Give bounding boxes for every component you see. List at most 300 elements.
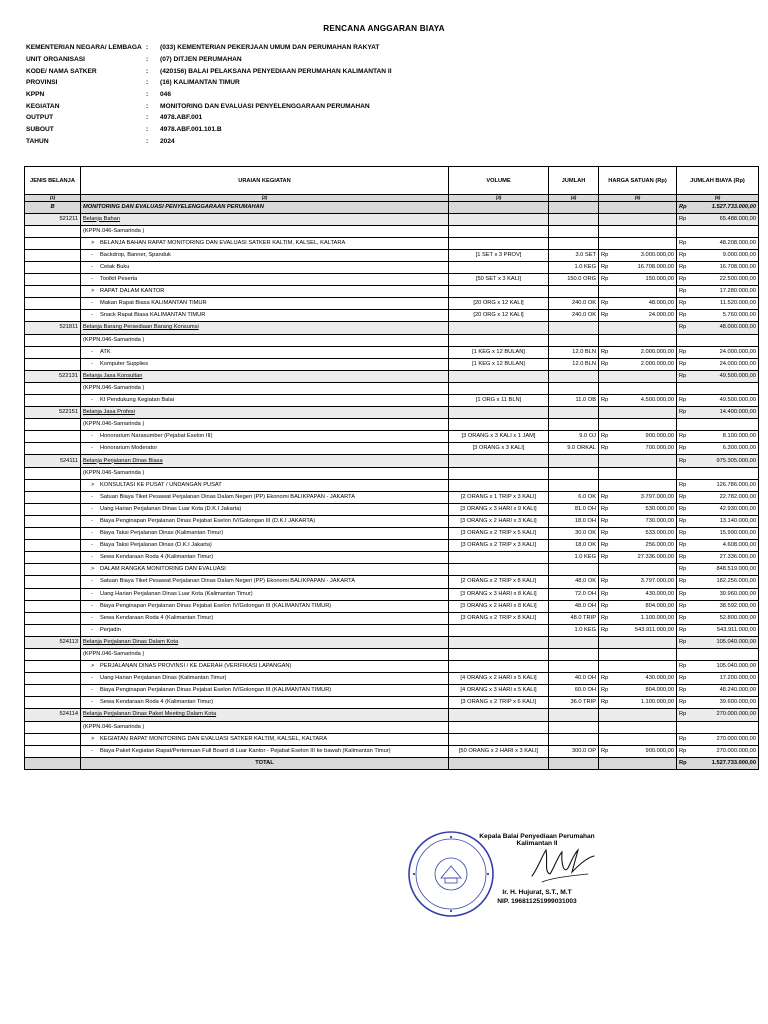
cell-quantity (549, 733, 599, 745)
row-marker: - (91, 493, 93, 500)
currency-label: Rp (679, 215, 687, 222)
cell-quantity (549, 721, 599, 733)
signature-block (452, 833, 622, 905)
row-description: ATK (100, 348, 111, 355)
total-cost-value: 270.000.000,00 (716, 747, 756, 754)
cell-volume: [4 ORANG x 3 HARI x 5 KALI] (449, 685, 549, 697)
row-description: Belanja Jasa Profesi (83, 409, 135, 416)
cell-quantity (549, 370, 599, 382)
cell-total (677, 455, 759, 467)
cell-total (677, 237, 759, 249)
row-description: KONSULTASI KE PUSAT / UNDANGAN PUSAT (100, 481, 222, 488)
info-separator: : (146, 137, 149, 145)
cell-total (677, 310, 759, 322)
currency-label: Rp (601, 251, 609, 258)
cell-unit-price (599, 588, 677, 600)
currency-label: Rp (679, 590, 687, 597)
total-cost-value: 30.960.000,00 (719, 590, 756, 597)
info-label: KODE/ NAMA SATKER (26, 67, 97, 75)
row-description: Satuan Biaya Tiket Pesawat Perjalanan Dinas Dalam Negeri (PP) Ekonomi BALIKPAPAN - JAKARTA (100, 578, 355, 585)
total-cost-value: 14.400.000,00 (719, 409, 756, 416)
cell-description (81, 467, 449, 479)
currency-label: Rp (601, 626, 609, 633)
cell-quantity: 60.0 OH (549, 685, 599, 697)
table-row (25, 274, 759, 286)
info-label: PROVINSI (26, 79, 58, 87)
cell-total (677, 443, 759, 455)
cell-unit-price (599, 491, 677, 503)
currency-label: Rp (601, 687, 609, 694)
cell-unit-price (599, 334, 677, 346)
cell-code: 521211 (25, 213, 81, 225)
unit-price-value: 900.000,00 (645, 433, 674, 440)
cell-quantity (549, 455, 599, 467)
cell-description (81, 382, 449, 394)
currency-label: Rp (679, 699, 687, 706)
total-cost-value: 8.100.000,00 (722, 433, 756, 440)
cell-unit-price (599, 721, 677, 733)
cell-volume (449, 419, 549, 431)
cell-description (81, 721, 449, 733)
table-row (25, 358, 759, 370)
total-cost-value: 105.040.000,00 (716, 638, 756, 645)
unit-price-value: 16.708.000,00 (637, 264, 674, 271)
cell-code (25, 648, 81, 660)
total-cost-value: 22.782.000,00 (719, 493, 756, 500)
cell-quantity (549, 225, 599, 237)
cell-description (81, 685, 449, 697)
row-marker: - (91, 542, 93, 549)
cell-unit-price (599, 576, 677, 588)
cell-unit-price (599, 685, 677, 697)
cell-unit-price (599, 419, 677, 431)
cell-total (677, 370, 759, 382)
cell-code: 521811 (25, 322, 81, 334)
cell-volume: [3 ORANG x 3 HARI x 9 KALI] (449, 503, 549, 515)
cell-description (81, 225, 449, 237)
currency-label: Rp (679, 638, 687, 645)
row-description: Satuan Biaya Tiket Pesawat Perjalanan Dinas Dalam Negeri (PP) Ekonomi BALIKPAPAN - JAKARTA (100, 493, 355, 500)
unit-price-value: 4.500.000,00 (640, 397, 674, 404)
unit-price-value: 2.000.000,00 (640, 348, 674, 355)
col-header-volume: VOLUME (449, 167, 549, 195)
cell-quantity: 40.0 OH (549, 673, 599, 685)
cell-unit-price (599, 745, 677, 757)
cell-total (677, 346, 759, 358)
cell-unit-price (599, 661, 677, 673)
table-row (25, 600, 759, 612)
currency-label: Rp (601, 264, 609, 271)
info-separator: : (146, 102, 149, 110)
cell-volume: [3 ORANG x 2 TRIP x 8 KALI] (449, 612, 549, 624)
cell-quantity: 1.0 KEG (549, 261, 599, 273)
cell-total (677, 648, 759, 660)
cell-code: 522131 (25, 370, 81, 382)
row-description: Sewa Kendaraan Roda 4 (Kalimantan Timur) (100, 699, 214, 706)
currency-label: Rp (679, 554, 687, 561)
info-label: UNIT ORGANISASI (26, 56, 85, 64)
currency-label: Rp (601, 602, 609, 609)
row-description: Komputer Supplies (100, 360, 149, 367)
total-cost-value: 270.000.000,00 (716, 711, 756, 718)
row-marker: - (91, 626, 93, 633)
cell-description (81, 673, 449, 685)
info-value: (16) KALIMANTAN TIMUR (160, 79, 240, 87)
currency-label: Rp (601, 397, 609, 404)
signatory-position: Kepala Balai Penyediaan Perumahan (479, 833, 595, 840)
cell-quantity (549, 564, 599, 576)
cell-description (81, 709, 449, 721)
cell-description (81, 588, 449, 600)
table-row (25, 298, 759, 310)
currency-label: Rp (679, 711, 687, 718)
table-row (25, 467, 759, 479)
cell-total (677, 624, 759, 636)
info-row (26, 89, 726, 101)
cell-unit-price (599, 201, 677, 213)
cell-code (25, 346, 81, 358)
row-marker: - (91, 554, 93, 561)
currency-label: Rp (679, 397, 687, 404)
cell-volume: [3 ORANG x 3 KALI] (449, 443, 549, 455)
table-row (25, 370, 759, 382)
cell-volume (449, 213, 549, 225)
table-row (25, 213, 759, 225)
total-value: Rp 1.527.733.000,00 (677, 757, 759, 769)
unit-price-value: 27.336.000,00 (637, 554, 674, 561)
currency-label: Rp (679, 505, 687, 512)
cell-code (25, 528, 81, 540)
table-row (25, 576, 759, 588)
row-description: KI Pendukung Kegiatan Balai (100, 397, 174, 404)
row-marker: - (91, 590, 93, 597)
row-marker: > (91, 239, 95, 246)
budget-table (24, 166, 759, 770)
table-row (25, 237, 759, 249)
currency-label: Rp (679, 251, 687, 258)
cell-volume (449, 322, 549, 334)
cell-quantity (549, 213, 599, 225)
cell-code (25, 286, 81, 298)
cell-code: 524113 (25, 636, 81, 648)
cell-volume (449, 455, 549, 467)
cell-description (81, 237, 449, 249)
row-marker: - (91, 614, 93, 621)
currency-label: Rp (679, 747, 687, 754)
cell-description (81, 576, 449, 588)
row-description: Sewa Kendaraan Roda 4 (Kalimantan Timur) (100, 614, 214, 621)
table-row (25, 322, 759, 334)
cell-volume: [3 ORANG x 2 TRIP x 6 KALI] (449, 697, 549, 709)
cell-unit-price (599, 697, 677, 709)
total-cost-value: 11.520.000,00 (720, 300, 756, 307)
cell-code (25, 310, 81, 322)
cell-total (677, 528, 759, 540)
row-description: Biaya Penginapan Perjalanan Dinas Pejabat Eselon IV/Golongan III (KALIMANTAN TIMUR) (100, 602, 332, 609)
unit-price-value: 24.000,00 (648, 312, 674, 319)
unit-price-value: 900.000,00 (645, 747, 674, 754)
row-marker: - (91, 360, 93, 367)
row-description: Belanja Perjalanan Dinas Paket Meeting Dalam Kota (83, 711, 217, 718)
row-description: Sewa Kendaraan Roda 4 (Kalimantan Timur) (100, 554, 214, 561)
col-header-jenis: JENIS BELANJA (25, 167, 81, 195)
cell-code (25, 503, 81, 515)
row-marker: - (91, 264, 93, 271)
cell-total (677, 721, 759, 733)
unit-price-value: 700.000,00 (645, 445, 674, 452)
table-row (25, 431, 759, 443)
row-marker: - (91, 505, 93, 512)
cell-description (81, 261, 449, 273)
cell-code (25, 334, 81, 346)
cell-volume (449, 721, 549, 733)
table-row (25, 673, 759, 685)
cell-total (677, 298, 759, 310)
row-description: BELANJA BAHAN RAPAT MONITORING DAN EVALUASI SATKER KALTIM, KALSEL, KALTARA (100, 239, 346, 246)
total-cost-value: 543.911.000,00 (716, 626, 756, 633)
table-row (25, 225, 759, 237)
info-value: (07) DITJEN PERUMAHAN (160, 56, 242, 64)
cell-description (81, 733, 449, 745)
cell-unit-price (599, 395, 677, 407)
cell-description (81, 334, 449, 346)
table-row (25, 661, 759, 673)
cell-total (677, 467, 759, 479)
currency-label: Rp (679, 578, 687, 585)
total-cost-value: 24.000.000,00 (719, 348, 756, 355)
cell-quantity (549, 237, 599, 249)
row-description: Biaya Taksi Perjalanan Dinas (D.K.I Jakarta) (100, 542, 212, 549)
total-cost-value: 15.990.000,00 (719, 530, 756, 537)
cell-code (25, 564, 81, 576)
row-description: Uang Harian Perjalanan Dinas Luar Kota (D.K.I Jakarta) (100, 505, 242, 512)
cell-unit-price (599, 564, 677, 576)
info-value: 046 (160, 91, 172, 99)
currency-label: Rp (679, 602, 687, 609)
cell-quantity: 11.0 OB (549, 395, 599, 407)
currency-label: Rp (601, 590, 609, 597)
table-row (25, 733, 759, 745)
signatory-name: Ir. H. Hujurat, S.T., M.T (502, 889, 572, 896)
cell-quantity (549, 709, 599, 721)
currency-label: Rp (679, 409, 687, 416)
total-cost-value: 105.040.000,00 (716, 663, 756, 670)
cell-quantity: 300.0 OP (549, 745, 599, 757)
table-row (25, 515, 759, 527)
cell-description (81, 455, 449, 467)
cell-volume: [50 ORANG x 2 HARI x 3 KALI] (449, 745, 549, 757)
signatory-nip: NIP. 196811251999031003 (497, 898, 577, 905)
total-cost-value: 5.760.000,00 (722, 312, 756, 319)
row-description: Perjadin (100, 626, 121, 633)
cell-description (81, 636, 449, 648)
cell-unit-price (599, 249, 677, 261)
cell-description (81, 419, 449, 431)
currency-label: Rp (679, 264, 687, 271)
currency-label: Rp (679, 324, 687, 331)
cell-quantity: 9.0 ORKAL (549, 443, 599, 455)
total-cost-value: 39.600.000,00 (719, 699, 756, 706)
cell-volume: [3 ORANG x 2 TRIP x 3 KALI] (449, 540, 549, 552)
currency-label: Rp (679, 675, 687, 682)
cell-volume: [4 ORANG x 2 HARI x 5 KALI] (449, 673, 549, 685)
cell-total (677, 491, 759, 503)
row-description: Biaya Paket Kegiatan Rapat/Pertemuan Full Board di Luar Kantor - Pejabat Eselon III ke bawah (Kalimantan Timur) (100, 747, 391, 754)
table-row (25, 636, 759, 648)
info-label: SUBOUT (26, 126, 54, 134)
cell-total (677, 588, 759, 600)
row-marker: - (91, 445, 93, 452)
cell-quantity (549, 201, 599, 213)
unit-price-value: 430.000,00 (645, 675, 674, 682)
unit-price-value: 730.000,00 (645, 517, 674, 524)
total-cost-value: 42.930.000,00 (719, 505, 756, 512)
table-row (25, 697, 759, 709)
currency-label: Rp (679, 517, 687, 524)
cell-unit-price (599, 213, 677, 225)
cell-quantity (549, 661, 599, 673)
cell-description (81, 407, 449, 419)
cell-code: 524111 (25, 455, 81, 467)
cell-quantity (549, 636, 599, 648)
row-marker: - (91, 300, 93, 307)
table-row (25, 334, 759, 346)
row-marker: - (91, 397, 93, 404)
total-cost-value: 975.305.000,00 (716, 457, 756, 464)
cell-unit-price (599, 612, 677, 624)
cell-code (25, 237, 81, 249)
row-description: (KPPN.046-Samarinda ) (83, 651, 145, 658)
cell-volume (449, 382, 549, 394)
row-description: Honorarium Moderator (100, 445, 158, 452)
total-cost-value: 182.256.000,00 (716, 578, 756, 585)
cell-volume (449, 648, 549, 660)
cell-volume (449, 334, 549, 346)
total-cost-value: 4.608.000,00 (722, 542, 756, 549)
info-row (26, 100, 726, 112)
unit-price-value: 530.000,00 (645, 505, 674, 512)
cell-code (25, 274, 81, 286)
cell-volume (449, 636, 549, 648)
info-label: KEMENTERIAN NEGARA/ LEMBAGA (26, 44, 142, 52)
currency-label: Rp (601, 300, 609, 307)
row-marker: > (91, 735, 95, 742)
currency-label: Rp (679, 360, 687, 367)
cell-unit-price (599, 479, 677, 491)
total-row (25, 757, 759, 769)
currency-label: Rp (601, 554, 609, 561)
cell-description (81, 528, 449, 540)
cell-total (677, 576, 759, 588)
info-label: OUTPUT (26, 114, 54, 122)
total-cost-value: 6.300.000,00 (722, 445, 756, 452)
cell-unit-price (599, 407, 677, 419)
currency-label: Rp (601, 517, 609, 524)
unit-price-value: 150.000,00 (645, 276, 674, 283)
row-description: Belanja Jasa Konsultan (83, 372, 143, 379)
cell-volume: [2 ORANG x 1 TRIP x 3 KALI] (449, 491, 549, 503)
cell-description (81, 213, 449, 225)
row-marker: - (91, 578, 93, 585)
table-row (25, 491, 759, 503)
row-description: (KPPN.046-Samarinda ) (83, 723, 145, 730)
total-cost-value: 270.000.000,00 (716, 735, 756, 742)
info-value: 4978.ABF.001 (160, 114, 203, 122)
unit-price-value: 430.000,00 (645, 590, 674, 597)
cell-description (81, 540, 449, 552)
row-marker: - (91, 517, 93, 524)
cell-volume (449, 286, 549, 298)
row-description: Makan Rapat Biasa KALIMANTAN TIMUR (100, 300, 207, 307)
cell-total (677, 213, 759, 225)
row-description: (KPPN.046-Samarinda ) (83, 227, 145, 234)
unit-price-value: 804.000,00 (645, 602, 674, 609)
currency-label: Rp (601, 493, 609, 500)
row-description: Uang Harian Perjalanan Dinas (Kalimantan Timur) (100, 675, 227, 682)
cell-description (81, 624, 449, 636)
cell-code (25, 612, 81, 624)
row-marker: > (91, 566, 95, 573)
cell-description (81, 443, 449, 455)
cell-description (81, 564, 449, 576)
cell-description (81, 479, 449, 491)
currency-label: Rp (679, 493, 687, 500)
cell-total (677, 407, 759, 419)
table-row (25, 455, 759, 467)
cell-volume: [1 KEG x 12 BULAN] (449, 358, 549, 370)
row-description: (KPPN.046-Samarinda ) (83, 469, 145, 476)
cell-code (25, 395, 81, 407)
table-row (25, 443, 759, 455)
row-marker: > (91, 481, 95, 488)
row-description: Biaya Penginapan Perjalanan Dinas Pejabat Eselon IV/Golongan III (D.K.I JAKARTA) (100, 517, 316, 524)
cell-total (677, 515, 759, 527)
cell-volume: [2 ORANG x 2 TRIP x 8 KALI] (449, 576, 549, 588)
cell-quantity: 48.0 OH (549, 600, 599, 612)
total-cost-value: 126.786.000,00 (716, 481, 756, 488)
cell-unit-price (599, 515, 677, 527)
cell-volume: [20 ORG x 12 KALI] (449, 310, 549, 322)
table-row (25, 261, 759, 273)
cell-total (677, 479, 759, 491)
total-cost-value: 52.800.000,00 (719, 614, 756, 621)
row-description: Belanja Barang Persediaan Barang Konsumsi (83, 324, 199, 331)
currency-label: Rp (679, 687, 687, 694)
total-cost-value: 27.336.000,00 (719, 554, 756, 561)
cell-description (81, 661, 449, 673)
info-value: MONITORING DAN EVALUASI PENYELENGGARAAN PERUMAHAN (160, 102, 370, 110)
cell-code (25, 419, 81, 431)
total-cost-value: 38.592.000,00 (719, 602, 756, 609)
row-marker: - (91, 251, 93, 258)
cell-description (81, 515, 449, 527)
cell-total (677, 382, 759, 394)
cell-volume: [1 ORG x 11 BLN] (449, 395, 549, 407)
col-number: (3) (449, 195, 549, 202)
cell-unit-price (599, 237, 677, 249)
cell-unit-price (599, 431, 677, 443)
cell-volume (449, 467, 549, 479)
currency-label: Rp (601, 445, 609, 452)
unit-price-value: 3.000.000,00 (640, 251, 674, 258)
total-label: TOTAL (81, 757, 449, 769)
currency-label: Rp (679, 457, 687, 464)
cell-code (25, 588, 81, 600)
cell-quantity: 30.0 OK (549, 528, 599, 540)
cell-quantity (549, 322, 599, 334)
cell-description (81, 298, 449, 310)
row-marker: - (91, 530, 93, 537)
